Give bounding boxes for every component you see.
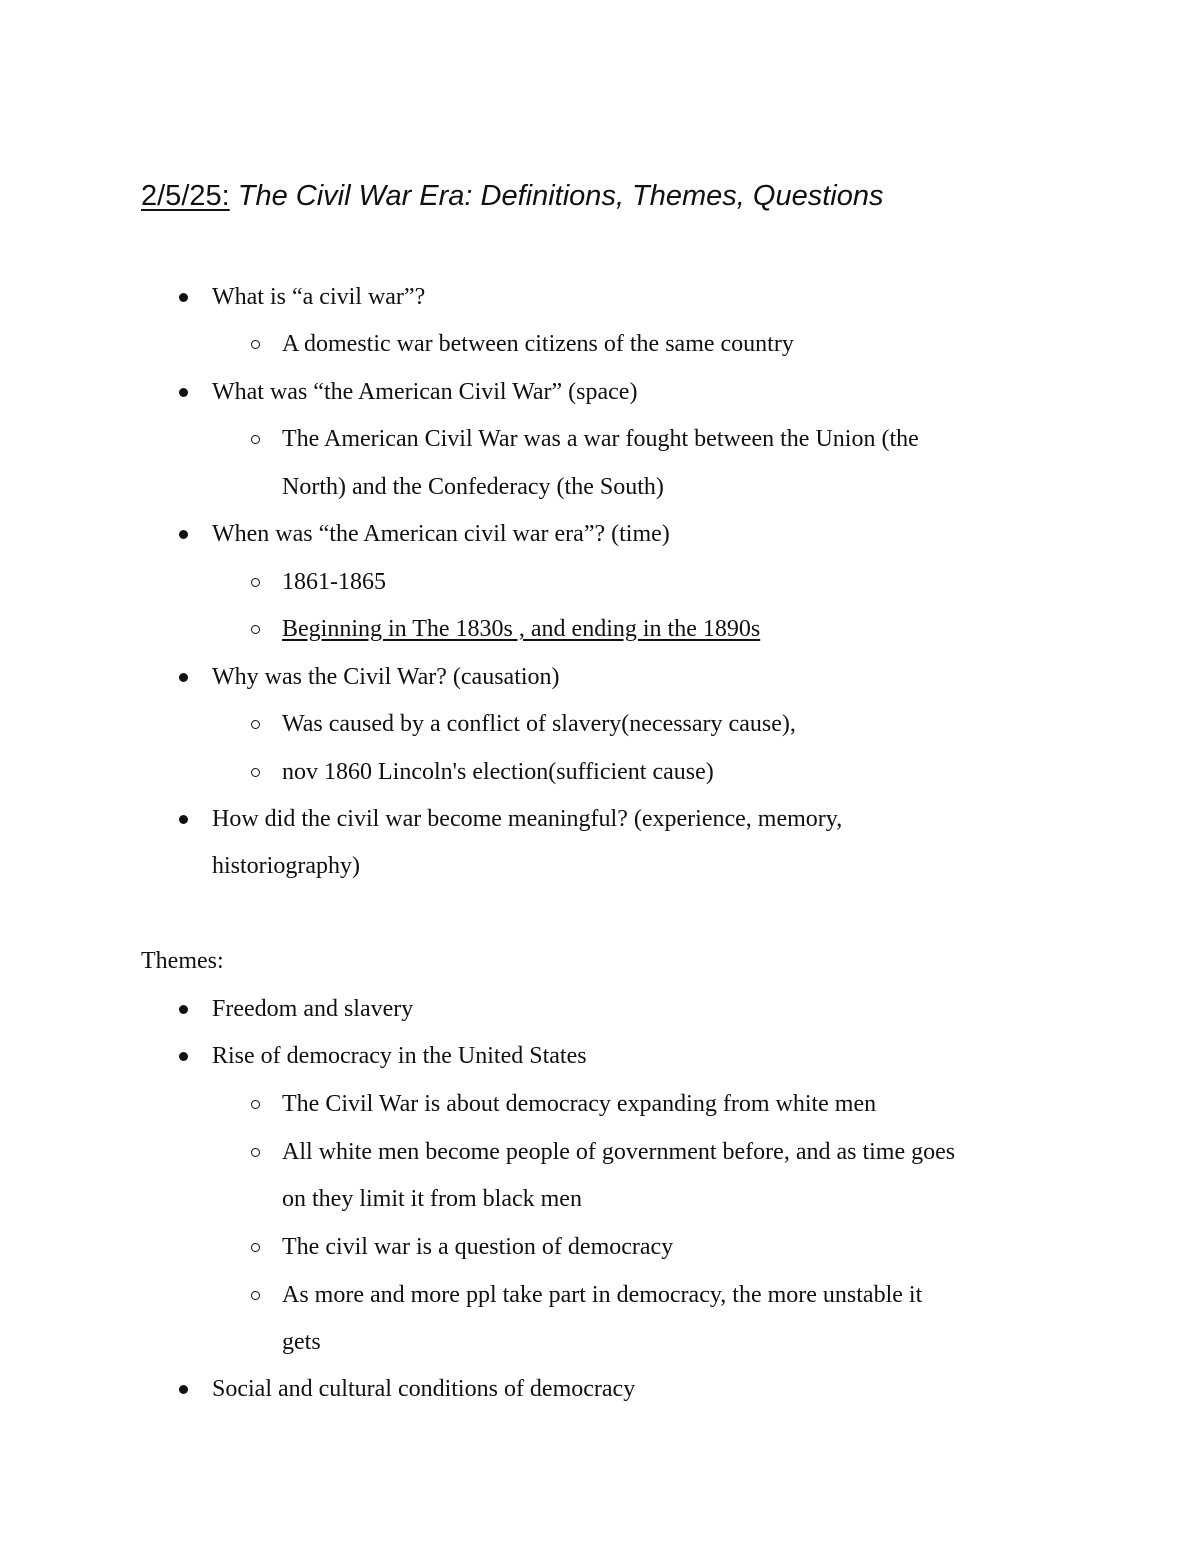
question-item: What is “a civil war”? <box>212 284 426 310</box>
question-sub-item: The American Civil War was a war fought between the Union (the <box>282 426 919 452</box>
question-item: What was “the American Civil War” (space) <box>212 379 638 405</box>
bullet-ring-icon <box>251 768 260 777</box>
question-sub-item: nov 1860 Lincoln's election(sufficient cause) <box>282 759 714 785</box>
theme-item: Social and cultural conditions of democracy <box>212 1376 636 1402</box>
bullet-dot-icon <box>179 1005 188 1014</box>
title-date: 2/5/25: <box>141 180 230 212</box>
theme-sub-item-continuation: gets <box>282 1329 321 1355</box>
bullet-dot-icon <box>179 1385 188 1394</box>
bullet-ring-icon <box>251 720 260 729</box>
bullet-dot-icon <box>179 1052 188 1061</box>
bullet-ring-icon <box>251 340 260 349</box>
question-sub-item-underlined: Beginning in The 1830s , and ending in the 1890s <box>282 616 761 642</box>
bullet-dot-icon <box>179 293 188 302</box>
bullet-ring-icon <box>251 1291 260 1300</box>
bullet-dot-icon <box>179 530 188 539</box>
bullet-ring-icon <box>251 625 260 634</box>
question-item-continuation: historiography) <box>212 853 360 879</box>
theme-sub-item: All white men become people of government before, and as time goes <box>282 1139 956 1165</box>
bullet-dot-icon <box>179 815 188 824</box>
question-sub-item-continuation: North) and the Confederacy (the South) <box>282 474 664 500</box>
question-sub-item: Was caused by a conflict of slavery(necessary cause), <box>282 711 796 737</box>
bullet-dot-icon <box>179 388 188 397</box>
bullet-ring-icon <box>251 1100 260 1109</box>
theme-item: Freedom and slavery <box>212 996 414 1022</box>
theme-sub-item-continuation: on they limit it from black men <box>282 1186 582 1212</box>
question-sub-item: A domestic war between citizens of the same country <box>282 331 794 357</box>
theme-sub-item: The civil war is a question of democracy <box>282 1234 674 1260</box>
theme-sub-item: As more and more ppl take part in democracy, the more unstable it <box>282 1282 923 1308</box>
question-item: How did the civil war become meaningful? (experience, memory, <box>212 806 843 832</box>
theme-item: Rise of democracy in the United States <box>212 1043 587 1069</box>
bullet-dot-icon <box>179 673 188 682</box>
bullet-ring-icon <box>251 1148 260 1157</box>
question-item: When was “the American civil war era”? (time) <box>212 521 670 547</box>
bullet-ring-icon <box>251 578 260 587</box>
theme-sub-item: The Civil War is about democracy expanding from white men <box>282 1091 877 1117</box>
bullet-ring-icon <box>251 1243 260 1252</box>
page-title <box>141 176 884 216</box>
question-sub-item: 1861-1865 <box>282 569 386 595</box>
bullet-ring-icon <box>251 435 260 444</box>
question-item: Why was the Civil War? (causation) <box>212 664 560 690</box>
title-heading: The Civil War Era: Definitions, Themes, Questions <box>237 180 884 212</box>
themes-label: Themes: <box>141 948 224 974</box>
